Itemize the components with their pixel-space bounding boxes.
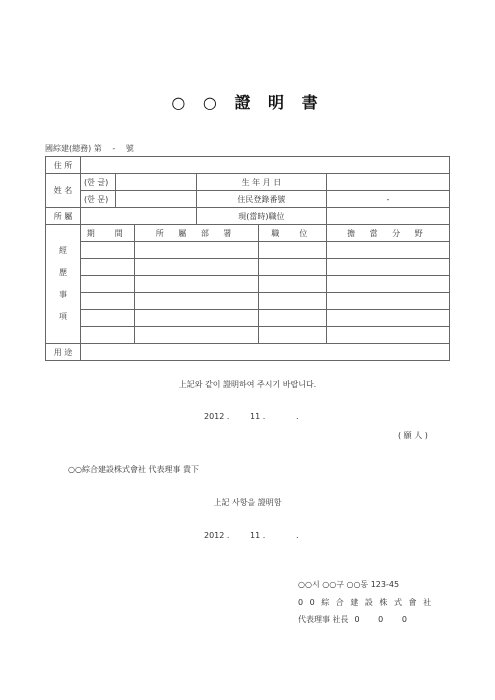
- resident-number-field[interactable]: -: [326, 191, 449, 208]
- career-row: [46, 310, 450, 327]
- certify-text: 上記 사항을 證明함: [213, 498, 282, 507]
- hanja-name-field[interactable]: [116, 191, 197, 208]
- purpose-label: 用 途: [46, 344, 81, 361]
- hanja-name-label: (한 문): [81, 191, 116, 208]
- position-label: 現(當時)職位: [197, 208, 327, 225]
- applicant-label: ( 願 人 ): [398, 431, 428, 440]
- address-field[interactable]: [81, 157, 450, 174]
- korean-name-label: (한 글): [81, 174, 116, 191]
- certify-date-day: .: [296, 531, 299, 540]
- name-label: 姓 名: [46, 174, 81, 208]
- birth-date-field[interactable]: [326, 174, 449, 191]
- representative-title: 代表理事 社長: [298, 615, 349, 624]
- korean-name-field[interactable]: [116, 174, 197, 191]
- representative: [298, 614, 415, 625]
- request-text: 上記와 같이 證明하여 주시기 바랍니다.: [178, 380, 317, 389]
- addressee: ○○綜合建設株式會社 代表理事 貴下: [68, 465, 200, 474]
- career-row: [46, 276, 450, 293]
- birth-date-label: 生 年 月 日: [197, 174, 327, 191]
- career-header-duties: 擔 當 分 野: [326, 225, 449, 242]
- request-date-day: .: [296, 412, 299, 421]
- career-header-department: 所 屬 部 署: [135, 225, 258, 242]
- position-field[interactable]: [326, 208, 449, 225]
- resident-number-label: 住民登錄番號: [197, 191, 327, 208]
- address-label: 住 所: [46, 157, 81, 174]
- department-label: 所 屬: [46, 208, 81, 225]
- document-title: ○ ○ 證 明 書: [171, 93, 324, 112]
- certificate-form-table: [45, 156, 450, 361]
- career-row: [46, 293, 450, 310]
- career-header-period: 期 間: [81, 225, 135, 242]
- company-address: ○○시 ○○구 ○○동 123-45: [298, 580, 400, 589]
- career-label: 經 歷 事 項: [46, 225, 81, 344]
- career-row: [46, 327, 450, 344]
- certify-date-year: 2012 .: [204, 531, 230, 540]
- career-row: [46, 259, 450, 276]
- purpose-field[interactable]: [81, 344, 450, 361]
- career-header-position: 職 位: [258, 225, 326, 242]
- career-row: [46, 242, 450, 259]
- document-number: 國綜建(總務) 第 - 號: [45, 144, 134, 153]
- certify-date-month: 11 .: [250, 531, 266, 540]
- department-field[interactable]: [81, 208, 197, 225]
- company-name: 0 0 綜 合 建 設 株 式 會 社: [298, 598, 434, 607]
- request-date-year: 2012 .: [204, 412, 230, 421]
- request-date-month: 11 .: [250, 412, 266, 421]
- representative-name: 0 0 0: [354, 615, 415, 624]
